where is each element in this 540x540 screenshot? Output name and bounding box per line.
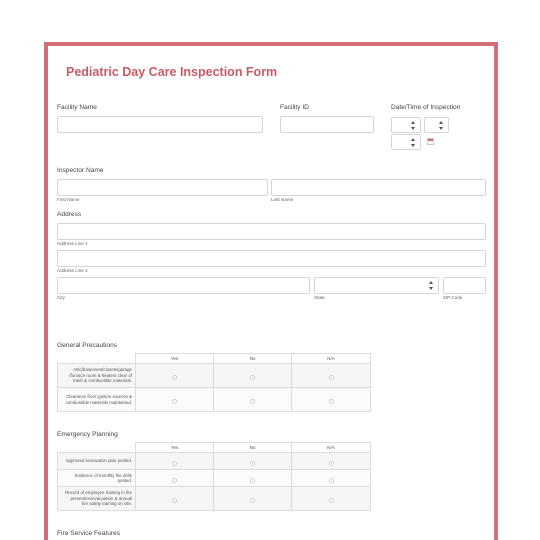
header-blank <box>58 443 136 453</box>
year-select[interactable] <box>391 134 421 150</box>
table-row <box>58 470 371 487</box>
calendar-icon[interactable] <box>427 138 434 145</box>
address-line2-input[interactable] <box>57 250 486 267</box>
radio-no[interactable] <box>250 498 255 503</box>
zip-input[interactable] <box>443 277 486 294</box>
address-label: Address <box>57 211 82 218</box>
question-label: Attic/basement/closets/garage /furnace room & heaters clear of trash & combustible materials. <box>58 364 136 388</box>
column-no: No <box>214 354 292 364</box>
table-row <box>58 388 371 412</box>
radio-yes[interactable] <box>172 399 177 404</box>
select-arrows-icon <box>439 121 444 130</box>
column-na: N/A <box>292 443 371 453</box>
fire-service-title: Fire Service Features <box>57 530 121 537</box>
radio-no[interactable] <box>250 375 255 380</box>
facility-id-input[interactable] <box>280 116 374 133</box>
address-line2-sublabel: Address Line 2 <box>57 268 88 273</box>
form-title: Pediatric Day Care Inspection Form <box>66 65 278 79</box>
radio-no[interactable] <box>250 478 255 483</box>
datetime-label: Date/Time of Inspection <box>391 104 461 111</box>
table-row <box>58 364 371 388</box>
city-input[interactable] <box>57 277 310 294</box>
table-row <box>58 453 371 470</box>
radio-yes[interactable] <box>172 375 177 380</box>
question-label: Clearance from ignition sources & combustible materials maintained. <box>58 388 136 412</box>
day-select[interactable] <box>424 117 449 133</box>
address-line1-input[interactable] <box>57 223 486 240</box>
facility-id-label: Facility ID <box>280 104 309 111</box>
emergency-planning-table <box>57 442 371 511</box>
table-row <box>58 487 371 511</box>
radio-yes[interactable] <box>172 498 177 503</box>
radio-no[interactable] <box>250 399 255 404</box>
select-arrows-icon <box>429 281 434 290</box>
city-sublabel: City <box>57 295 65 300</box>
column-no: No <box>214 443 292 453</box>
header-blank <box>58 354 136 364</box>
radio-na[interactable] <box>329 375 334 380</box>
state-sublabel: State <box>314 295 325 300</box>
question-label: Evidence of monthly fire drills posted. <box>58 470 136 487</box>
address-line1-sublabel: Address Line 1 <box>57 241 88 246</box>
question-label: Approved evacuation plan posted. <box>58 453 136 470</box>
first-name-sublabel: First Name <box>57 197 80 202</box>
inspector-name-label: Inspector Name <box>57 167 104 174</box>
radio-na[interactable] <box>329 478 334 483</box>
radio-na[interactable] <box>329 399 334 404</box>
facility-name-label: Facility Name <box>57 104 97 111</box>
state-select[interactable] <box>314 277 439 294</box>
column-yes: Yes <box>136 354 214 364</box>
radio-yes[interactable] <box>172 461 177 466</box>
month-select[interactable] <box>391 117 421 133</box>
zip-sublabel: ZIP Code <box>443 295 463 300</box>
select-arrows-icon <box>411 121 416 130</box>
radio-na[interactable] <box>329 498 334 503</box>
first-name-input[interactable] <box>57 179 268 196</box>
column-yes: Yes <box>136 443 214 453</box>
general-precautions-title: General Precautions <box>57 342 118 349</box>
last-name-input[interactable] <box>271 179 486 196</box>
select-arrows-icon <box>411 138 416 147</box>
emergency-planning-title: Emergency Planning <box>57 431 118 438</box>
last-name-sublabel: Last Name <box>271 197 294 202</box>
radio-na[interactable] <box>329 461 334 466</box>
column-na: N/A <box>292 354 371 364</box>
general-precautions-table <box>57 353 371 412</box>
facility-name-input[interactable] <box>57 116 263 133</box>
question-label: Record of employee training in fire prevention/evacuation & annual fire safety training on site. <box>58 487 136 511</box>
radio-yes[interactable] <box>172 478 177 483</box>
radio-no[interactable] <box>250 461 255 466</box>
